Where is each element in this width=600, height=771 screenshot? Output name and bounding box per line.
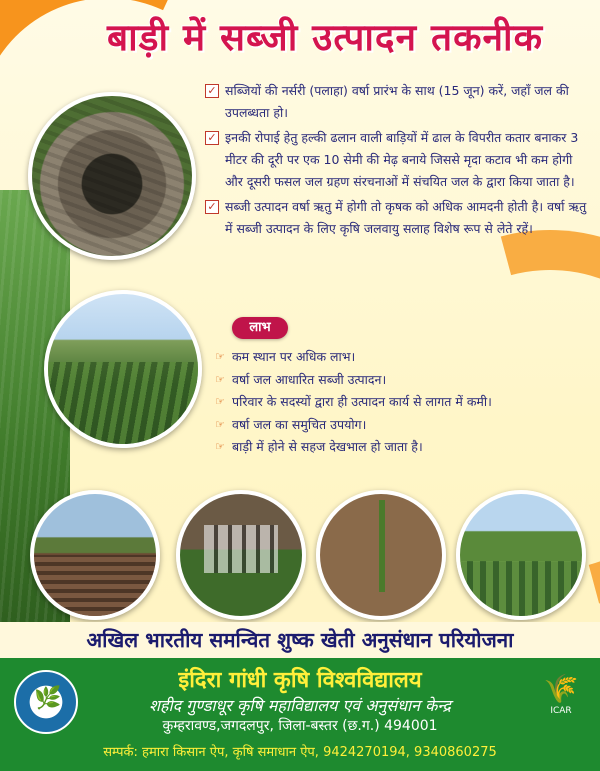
point-item xyxy=(205,196,590,240)
technique-points xyxy=(205,80,590,243)
sapling-photo xyxy=(316,490,446,620)
farmers-with-produce-photo xyxy=(176,490,306,620)
footer xyxy=(0,658,600,771)
contact-info: सम्पर्क: हमारा किसान ऐप, कृषि समाधान ऐप, 9424270194, 9340860275 xyxy=(103,745,497,760)
plowed-field-photo xyxy=(30,490,160,620)
icar-logo xyxy=(536,672,586,732)
pointing-hand-icon: ☞ xyxy=(215,350,225,363)
cabbage-field-photo xyxy=(44,290,202,448)
point-item xyxy=(205,80,590,124)
pointing-hand-icon: ☞ xyxy=(215,440,225,453)
point-text: सब्जियों की नर्सरी (पलाहा) वर्षा प्रारंभ के साथ (15 जून) करें, जहाँ जल की उपलब्धता हो। xyxy=(225,83,569,120)
checkbox-icon: ✓ xyxy=(205,131,219,145)
college-name: शहीद गुण्डाधूर कृषि महाविद्यालय एवं अनुसंधान केन्द्र xyxy=(149,696,451,715)
pointing-hand-icon: ☞ xyxy=(215,395,225,408)
icar-label: ICAR xyxy=(550,706,572,716)
pointing-hand-icon: ☞ xyxy=(215,372,225,386)
benefit-item xyxy=(215,391,575,414)
benefit-item xyxy=(215,369,575,392)
benefits-list xyxy=(215,346,575,459)
point-text: सब्जी उत्पादन वर्षा ऋतु में होगी तो कृषक को अधिक आमदनी होती है। वर्षा ऋतु में सब्जी उत्पादन के लिए कृषि जलवायु सलाह विशेष रूप से लेते रहें। xyxy=(225,199,587,236)
pointing-hand-icon: ☞ xyxy=(215,417,225,431)
benefit-text: बाड़ी में होने से सहज देखभाल हो जाता है। xyxy=(232,439,423,454)
benefit-text: वर्षा जल आधारित सब्जी उत्पादन। xyxy=(232,371,387,387)
benefit-item xyxy=(215,346,575,369)
point-item xyxy=(205,127,590,193)
benefit-text: परिवार के सदस्यों द्वारा ही उत्पादन कार्य से लागत में कमी। xyxy=(232,394,492,409)
poster-title: बाड़ी में सब्जी उत्पादन तकनीक xyxy=(106,16,544,59)
benefit-item xyxy=(215,414,575,437)
vegetable-field-photo xyxy=(456,490,586,620)
benefit-text: कम स्थान पर अधिक लाभ। xyxy=(232,349,356,364)
benefit-item xyxy=(215,436,575,459)
university-logo xyxy=(14,670,78,734)
wheat-icon: 🌾 xyxy=(543,672,579,705)
point-text: इनकी रोपाई हेतु हल्की ढलान वाली बाड़ियों में ढाल के विपरीत कतार बनाकर 3 मीटर की दूरी पर एक 10 सेमी की मेढ़ बनाये जिससे मृदा कटाव भी कम होगी और दूसरी फसल जल ग्रहण संरचनाओं में संचयित जल के द्वारा किया जाता है। xyxy=(225,130,579,189)
address: कुम्हरावण्ड,जगदलपुर, जिला-बस्तर (छ.ग.) 494001 xyxy=(162,718,438,734)
checkbox-icon: ✓ xyxy=(205,200,219,214)
project-name: अखिल भारतीय समन्वित शुष्क खेती अनुसंधान परियोजना xyxy=(0,622,600,658)
benefit-text: वर्षा जल का समुचित उपयोग। xyxy=(232,416,367,432)
benefits-label: लाभ xyxy=(232,317,288,339)
checkbox-icon: ✓ xyxy=(205,84,219,98)
well-photo xyxy=(28,92,196,260)
university-name: इंदिरा गांधी कृषि विश्वविद्यालय xyxy=(178,668,422,693)
